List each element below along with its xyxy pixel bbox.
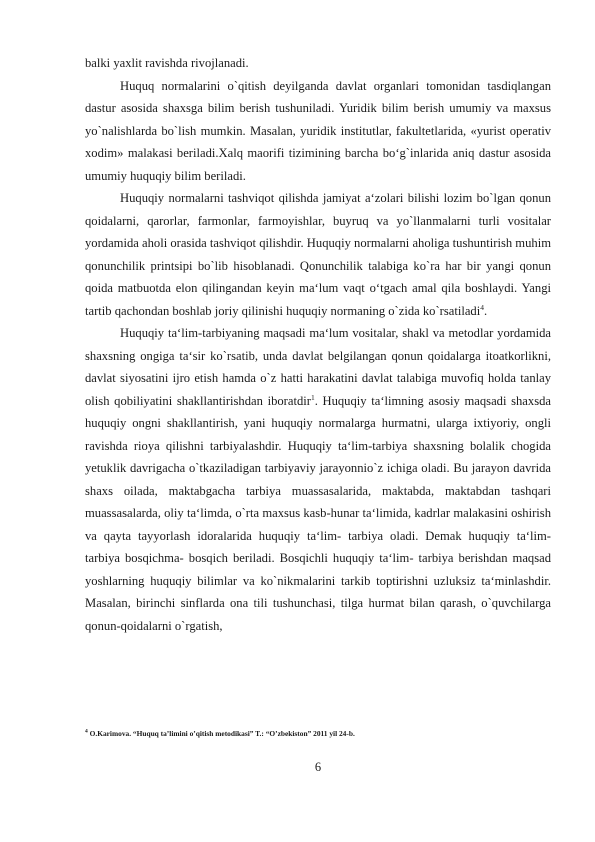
- paragraph-law-teaching: Huquq normalarini o`qitish deyilganda davlat organlari tomonidan tasdiqlangan dastur asosida shaxsga bilim berish tushuniladi. Yuridik bilim berish umumiy va maxsus yo`nalishlarda bo`lish mumkin. Masalan, yuridik institutlar, fakultetlarida, «yurist operativ xodim» malakasi beriladi.Xalq maorifi tizimining barcha bo‘g`inlarida aniq dastur asosida umumiy huquqiy bilim beriladi.: [85, 78, 551, 183]
- footnote: [85, 729, 551, 739]
- footnote-reference: 1: [310, 392, 315, 402]
- footnote-text: O.Karimova. “Huquq ta’limini o’qitish metodikasi” T.: “O’zbekiston” 2011 yil 24-b.: [87, 729, 355, 738]
- paragraph-law-propaganda: Huquqiy normalarni tashviqot qilishda jamiyat a‘zolari bilishi lozim bo`lgan qonun qoidalarni, qarorlar, farmonlar, farmoyishlar, buyruq va yo`llanmalarni turli vositalar yordamida aholi orasida tashviqot qilishdir. Huquqiy normalarni aholiga tushuntirish muhim qonunchilik printsipi bo`lib hisoblanadi. Qonunchilik talabiga ko`ra har bir yangi qonun qoida matbuotda elon qilingandan keyin ma‘lum vaqt o‘tgach amal qila boshlaydi. Yangi tartib qachondan boshlab joriy qilinishi huquqiy normaning o`zida ko`rsatiladi$^4$.: [85, 191, 551, 318]
- page-number: 6: [314, 760, 322, 774]
- body-text: [85, 52, 551, 637]
- footnote-marker: 4: [85, 728, 88, 735]
- paragraph-legal-education: Huquqiy ta‘lim-tarbiyaning maqsadi ma‘lum vositalar, shakl va metodlar yordamida shaxsning ongiga ta‘sir ko`rsatib, unda davlat belgilangan qonun qoidalarga itoatkorlikni, davlat siyosatini ijro etish hamda o`z hatti harakatini davlat talabiga muvofiq holda tanlay olish qobiliyatini shakllantirishdan iboratdir$^1$. Huquqiy ta‘limning asosiy maqsadi shaxsda huquqiy ongni shakllantirish, yani huquqiy normalarga hurmatni, ularga ixtiyoriy, ongli ravishda rioya qilishni tarbiyalashdir. Huquqiy ta‘lim-tarbiya shaxsning bolalik chogida yetuklik davrigacha o`tkaziladigan tarbiyaviy jarayonnio`z ichiga oladi. Bu jarayon davrida shaxs oilada, maktabgacha tarbiya muassasalarida, maktabda, maktabdan tashqari muassasalarda, oliy ta‘limda, o`rta maxsus kasb-hunar ta‘limida, kadrlar malakasini oshirish va qayta tayyorlash idoralarida huquqiy ta‘lim- tarbiya oladi. Demak huquqiy ta‘lim- tarbiya bosqichma- bosqich beriladi. Bosqichli huquqiy ta‘lim- tarbiya berishdan maqsad yoshlarning huquqiy bilimlar va ko`nikmalarini tarkib toptirishni uzluksiz ta‘minlashdir. Masalan, birinchi sinflarda ona tili tushunchasi, tilga hurmat bilan qarash, o`quvchilarga qonun-qoidalarni o`rgatish,: [85, 326, 551, 633]
- paragraph-continuation: balki yaxlit ravishda rivojlanadi.: [85, 56, 249, 70]
- footnote-reference: 4: [480, 302, 484, 312]
